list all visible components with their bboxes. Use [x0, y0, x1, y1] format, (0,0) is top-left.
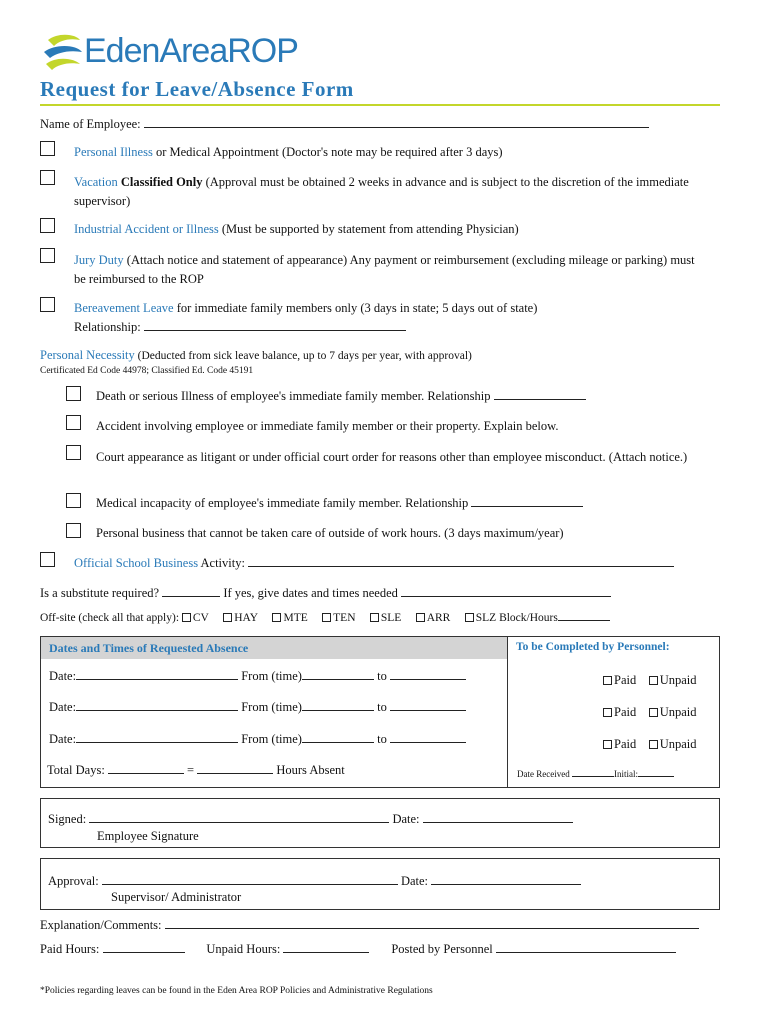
checkbox-offsite-slz[interactable]: [465, 613, 474, 622]
from-label: From (time): [241, 700, 302, 714]
to-label: to: [377, 732, 387, 746]
posted-field[interactable]: [496, 952, 676, 953]
paid-label: Paid: [614, 737, 637, 751]
offsite-slz: [465, 612, 496, 624]
employee-name-field[interactable]: [144, 127, 649, 128]
leave-text: (Approval must be obtained 2 weeks in advance and is subject to the discretion of the immediate supervisor): [74, 175, 689, 208]
date-row-3: [49, 732, 466, 747]
logo-text: EdenAreaROP: [84, 32, 298, 70]
hours-field[interactable]: [197, 773, 273, 774]
checkbox-pn-personal-business[interactable]: [66, 523, 81, 538]
official-business-row: [74, 556, 674, 571]
offsite-option-label: CV: [192, 612, 209, 624]
checkbox-personal-illness[interactable]: [40, 141, 55, 156]
checkbox-pn-accident[interactable]: [66, 415, 81, 430]
checkbox-offsite-ten[interactable]: [322, 613, 331, 622]
pn-item-text: Death or serious Illness of employee's immediate family member. Relationship: [96, 389, 491, 403]
offsite-mte: [272, 612, 307, 624]
date-received-field[interactable]: [572, 776, 614, 777]
leave-head: Bereavement Leave: [74, 301, 174, 315]
from-3-field[interactable]: [302, 742, 374, 743]
total-days-field[interactable]: [108, 773, 184, 774]
from-label: From (time): [241, 732, 302, 746]
posted-label: Posted by Personnel: [391, 942, 493, 956]
to-3-field[interactable]: [390, 742, 466, 743]
hours-absent-label: Hours Absent: [276, 763, 345, 777]
leave-text: or Medical Appointment (Doctor's note may be required after 3 days): [152, 145, 503, 159]
from-1-field[interactable]: [302, 679, 374, 680]
checkbox-pn-court[interactable]: [66, 445, 81, 460]
pn-item-accident: Accident involving employee or immediate family member or their property. Explain below.: [96, 419, 559, 433]
explanation-row: [40, 918, 699, 933]
signature-date-label: Date:: [392, 812, 420, 826]
checkbox-vacation[interactable]: [40, 170, 55, 185]
dates-divider: [507, 637, 508, 787]
date-row-1: [49, 669, 466, 684]
initial-label: Initial:: [613, 769, 638, 779]
leave-personal-illness: [74, 143, 724, 162]
block-hours-field[interactable]: [558, 620, 610, 621]
offsite-option-label: SLE: [380, 612, 402, 624]
official-activity-field[interactable]: [248, 566, 674, 567]
date-3-field[interactable]: [76, 742, 238, 743]
employee-name-label: Name of Employee:: [40, 117, 141, 131]
total-days-row: [47, 763, 345, 778]
paid-hours-field[interactable]: [103, 952, 185, 953]
paid-label: Paid: [614, 705, 637, 719]
offsite-label: Off-site (check all that apply):: [40, 612, 180, 624]
personnel-header: To be Completed by Personnel:: [516, 641, 670, 653]
checkbox-official-business[interactable]: [40, 552, 55, 567]
substitute-row: [40, 586, 611, 601]
official-head: Official School Business: [74, 556, 199, 570]
approval-date-label: Date:: [400, 874, 429, 888]
offsite-hay: [223, 612, 258, 624]
checkbox-offsite-mte[interactable]: [272, 613, 281, 622]
to-2-field[interactable]: [390, 710, 466, 711]
form-title: Request for Leave/Absence Form: [40, 77, 354, 101]
offsite-option-label: ARR: [426, 612, 451, 624]
pn-item-medical: [96, 496, 583, 511]
date-label: Date:: [49, 732, 77, 746]
substitute-question: Is a substitute required?: [40, 586, 160, 600]
leave-jury-duty: [74, 251, 704, 289]
checkbox-paid-1[interactable]: [603, 676, 612, 685]
checkbox-unpaid-3[interactable]: [649, 740, 658, 749]
initial-field[interactable]: [638, 776, 674, 777]
checkbox-unpaid-1[interactable]: [649, 676, 658, 685]
total-days-label: Total Days:: [47, 763, 105, 777]
date-1-field[interactable]: [76, 679, 238, 680]
unpaid-label: Unpaid: [659, 673, 697, 687]
to-label: to: [377, 669, 387, 683]
leave-head: Personal Illness: [74, 145, 153, 159]
pn-item-text: Medical incapacity of employee's immediate family member. Relationship: [96, 496, 469, 510]
leave-bold: Classified Only: [117, 175, 203, 189]
paid-hours-label: Paid Hours:: [40, 942, 100, 956]
date-2-field[interactable]: [76, 710, 238, 711]
official-label: Activity:: [198, 556, 245, 570]
checkbox-jury-duty[interactable]: [40, 248, 55, 263]
offsite-option-label: TEN: [333, 612, 356, 624]
signature-date-field[interactable]: [423, 822, 573, 823]
leave-head: Vacation: [74, 175, 118, 189]
unpaid-hours-label: Unpaid Hours:: [206, 942, 281, 956]
checkbox-unpaid-2[interactable]: [649, 708, 658, 717]
offsite-option-label: SLZ: [475, 612, 497, 624]
leave-text: (Must be supported by statement from attending Physician): [218, 222, 519, 236]
pn-death-relationship-field[interactable]: [494, 399, 586, 400]
logo-swirl-icon: [40, 30, 88, 76]
offsite-arr: [416, 612, 451, 624]
signature-box: [40, 798, 720, 848]
from-label: From (time): [241, 669, 302, 683]
paid-label: Paid: [614, 673, 637, 687]
checkbox-industrial-accident[interactable]: [40, 218, 55, 233]
checkbox-pn-death[interactable]: [66, 386, 81, 401]
offsite-row: [40, 612, 610, 624]
relationship-label: Relationship:: [74, 320, 141, 334]
equals-sign: =: [187, 763, 195, 777]
pn-head: Personal Necessity: [40, 348, 135, 362]
from-2-field[interactable]: [302, 710, 374, 711]
paid-row-1: [603, 673, 697, 688]
employee-signature-field[interactable]: [89, 822, 389, 823]
checkbox-bereavement[interactable]: [40, 297, 55, 312]
offsite-cv: [182, 612, 209, 624]
signed-label: Signed:: [48, 812, 87, 826]
approval-label: Approval:: [48, 874, 99, 888]
explanation-field[interactable]: [165, 928, 699, 929]
offsite-option-label: MTE: [283, 612, 308, 624]
checkbox-paid-2[interactable]: [603, 708, 612, 717]
leave-industrial-accident: [74, 220, 724, 239]
employee-signature-caption: Employee Signature: [97, 829, 199, 843]
offsite-sle: [370, 612, 401, 624]
dates-table: [40, 636, 720, 788]
to-label: to: [377, 700, 387, 714]
checkbox-pn-medical[interactable]: [66, 493, 81, 508]
personal-necessity-header: [40, 348, 472, 363]
offsite-ten: [322, 612, 355, 624]
explanation-label: Explanation/Comments:: [40, 918, 162, 932]
date-label: Date:: [49, 700, 77, 714]
unpaid-label: Unpaid: [659, 737, 697, 751]
paid-row-2: [603, 705, 697, 720]
checkbox-offsite-arr[interactable]: [416, 613, 425, 622]
date-received-label: Date Received: [517, 769, 570, 779]
approval-signature-field[interactable]: [102, 884, 398, 885]
hours-row: [40, 942, 676, 957]
paid-row-3: [603, 737, 697, 752]
substitute-answer-field[interactable]: [162, 596, 220, 597]
pn-medical-relationship-field[interactable]: [471, 506, 583, 507]
date-received-row: [517, 769, 674, 779]
approval-row: [48, 874, 581, 889]
unpaid-label: Unpaid: [659, 705, 697, 719]
block-hours-label: Block/Hours: [499, 612, 558, 624]
leave-text: (Attach notice and statement of appearance) Any payment or reimbursement (excluding mileage or parking) must be reimbursed to the ROP: [74, 253, 695, 286]
pn-item-death: [96, 389, 586, 404]
leave-text: for immediate family members only (3 days in state; 5 days out of state): [173, 301, 538, 315]
leave-bereavement: [74, 299, 724, 337]
bereavement-relationship-field[interactable]: [144, 330, 406, 331]
ed-codes: Certificated Ed Code 44978; Classified Ed. Code 45191: [40, 366, 254, 376]
checkbox-offsite-cv[interactable]: [182, 613, 191, 622]
checkbox-offsite-hay[interactable]: [223, 613, 232, 622]
header-rule: [40, 104, 720, 106]
substitute-ifyes-label: If yes, give dates and times needed: [223, 586, 398, 600]
pn-item-court: Court appearance as litigant or under official court order for reasons other than employee misconduct. (Attach notice.): [96, 450, 688, 464]
signed-row: [48, 812, 573, 827]
approval-date-field[interactable]: [431, 884, 581, 885]
to-1-field[interactable]: [390, 679, 466, 680]
leave-vacation: [74, 173, 724, 211]
checkbox-offsite-sle[interactable]: [370, 613, 379, 622]
pn-item-personal-business: Personal business that cannot be taken care of outside of work hours. (3 days maximum/year): [96, 526, 564, 540]
pn-text: (Deducted from sick leave balance, up to 7 days per year, with approval): [134, 350, 472, 362]
date-row-2: [49, 700, 466, 715]
approval-box: [40, 858, 720, 910]
unpaid-hours-field[interactable]: [283, 952, 369, 953]
substitute-dates-field[interactable]: [401, 596, 611, 597]
date-label: Date:: [49, 669, 77, 683]
policy-footnote: *Policies regarding leaves can be found in the Eden Area ROP Policies and Administrative Regulations: [40, 986, 433, 996]
offsite-option-label: HAY: [234, 612, 259, 624]
dates-left-header: Dates and Times of Requested Absence: [49, 641, 249, 655]
leave-head: Jury Duty: [74, 253, 124, 267]
checkbox-paid-3[interactable]: [603, 740, 612, 749]
employee-name-row: [40, 117, 649, 132]
supervisor-caption: Supervisor/ Administrator: [111, 890, 242, 904]
leave-head: Industrial Accident or Illness: [74, 222, 219, 236]
